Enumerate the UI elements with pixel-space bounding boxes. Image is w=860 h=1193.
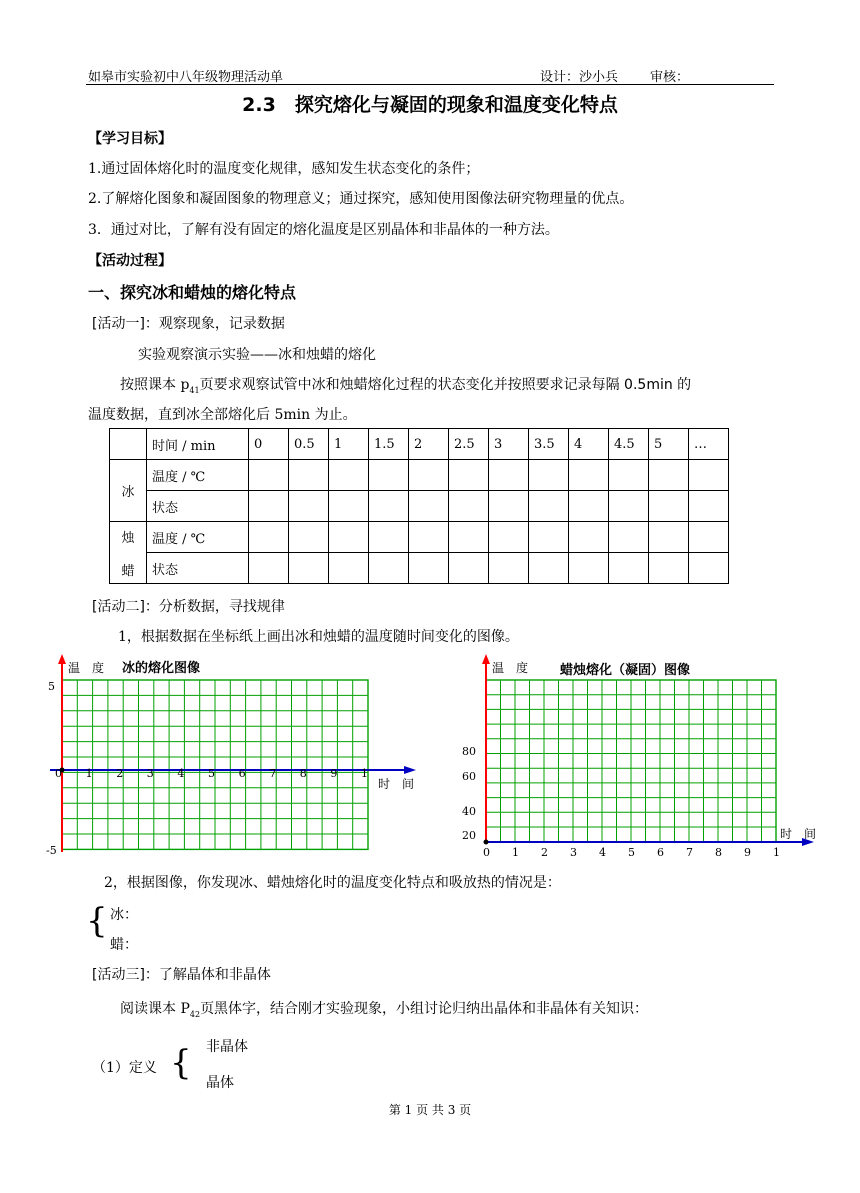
table-row [110,491,729,522]
table-cell[interactable] [569,491,609,522]
table-cell[interactable] [449,491,489,522]
table-cell[interactable] [609,460,649,491]
ice-xtick: 8 [299,767,307,780]
header-school: 如皋市实验初中八年级物理活动单 [88,70,284,85]
table-cell[interactable] [249,553,289,584]
wax-chart-grid [486,680,776,842]
state-label: 状态 [147,553,249,584]
instr-part-a: 按照课本 p [120,377,190,393]
wax-melting-chart [460,652,830,857]
page-title: 2.3 探究熔化与凝固的现象和温度变化特点 [242,94,618,116]
wax-ytick-20: 20 [462,829,476,842]
wax-xtick: 0 [483,846,490,857]
ice-label: 冰 [110,460,147,522]
ice-x-ticks [55,767,368,780]
wax-label-2: 蜡 [121,563,135,579]
table-row [110,429,729,460]
wax-label-1: 烛 [121,530,135,546]
table-row [110,460,729,491]
page-footer: 第 1 页 共 3 页 [388,1103,472,1117]
instr-part-g: ，直到冰全部熔化后 5min 为止。 [144,407,357,423]
process-heading: 【活动过程】 [88,253,172,269]
time-cell: 2 [409,429,449,460]
goal-item-3: 3．通过对比，了解有没有固定的熔化温度是区别晶体和非晶体的一种方法。 [88,222,559,238]
table-cell[interactable] [369,553,409,584]
read-page-sub: 42 [189,1009,201,1019]
time-cell: 5 [649,429,689,460]
instr-temp-data: 温度数据 [88,407,144,423]
table-cell[interactable] [529,522,569,553]
ice-xtick: 1 [85,767,93,780]
table-cell[interactable] [529,553,569,584]
instr-observe: 观察试管中冰和烛蜡熔化过程的状态变化 [241,377,494,393]
ice-ytick-neg5: -5 [46,844,57,857]
time-cell: 2.5 [449,429,489,460]
activity2-step1: 1，根据数据在坐标纸上画出冰和烛蜡的温度随时间变化的图像。 [118,629,519,645]
table-cell[interactable] [329,460,369,491]
time-cell: 3.5 [529,429,569,460]
table-cell[interactable] [369,460,409,491]
ice-xlabel: 时 间 [378,777,415,791]
goal-item-1: 1.通过固体熔化时的温度变化规律，感知发生状态变化的条件； [88,161,480,177]
table-cell[interactable] [569,553,609,584]
instr-part-d: 并按照要求 [493,377,564,393]
table-cell[interactable] [569,522,609,553]
table-cell[interactable] [329,553,369,584]
table-cell[interactable] [609,491,649,522]
state-label: 状态 [147,491,249,522]
ice-xtick: 3 [146,767,154,780]
table-cell[interactable] [409,553,449,584]
ice-xtick: 7 [269,767,277,780]
activity2-step2: 2，根据图像，你发现冰、蜡烛熔化时的温度变化特点和吸放热的情况是： [104,875,561,891]
ice-melting-chart [44,652,434,857]
table-cell[interactable] [289,491,329,522]
ice-ytick-5: 5 [48,680,55,693]
table-cell[interactable] [489,491,529,522]
table-cell[interactable] [409,491,449,522]
activity2-heading: [活动二]：分析数据，寻找规律 [92,599,285,615]
goal-item-2: 2.了解熔化图象和凝固图象的物理意义；通过探究，感知使用图像法研究物理量的优点。 [88,191,634,207]
amorphous-label: 非晶体 [206,1039,248,1055]
table-row [110,553,729,584]
table-cell[interactable] [649,460,689,491]
table-cell[interactable] [649,553,689,584]
table-cell[interactable] [369,522,409,553]
instruction-line-1 [120,374,691,395]
table-cell[interactable] [489,553,529,584]
crystal-label: 晶体 [206,1075,234,1091]
table-cell[interactable] [569,460,609,491]
table-cell[interactable] [649,522,689,553]
wax-xtick: 8 [715,846,722,857]
ice-xtick: 2 [116,767,124,780]
ice-chart-title: 冰的熔化图像 [122,661,201,676]
time-cell: 0 [249,429,289,460]
table-cell[interactable] [489,460,529,491]
table-cell[interactable] [449,522,489,553]
table-cell[interactable] [689,460,729,491]
table-cell[interactable] [689,522,729,553]
instr-record: 记录每隔 0.5min 的 [563,377,692,393]
ice-xtick: 9 [330,767,338,780]
instr-page-sub: 41 [189,385,200,395]
activity3-reading [120,998,648,1019]
wax-xtick: 2 [541,846,548,857]
activity1-heading: [活动一]：观察现象，记录数据 [92,316,285,332]
temp-label: 温度 / ℃ [147,522,249,553]
wax-origin-dot [484,840,489,845]
ice-xtick: 5 [208,767,215,780]
wax-xtick: 9 [744,846,751,857]
header-reviewer: 审核： [650,70,690,85]
ice-xtick: 4 [177,767,185,780]
ice-xtick: 0 [55,767,62,780]
table-cell[interactable] [289,553,329,584]
read-part-b: 页黑体字，结合刚才实验现象，小组讨论归纳出晶体和非晶体有关知识： [200,1001,649,1017]
table-cell[interactable] [249,460,289,491]
wax-answer: 蜡： [110,937,138,953]
experiment-text: 观察演示实验——冰和烛蜡的熔化 [166,347,376,363]
table-cell[interactable] [449,553,489,584]
definition-label: （1）定义 [92,1060,157,1076]
time-cell: 1.5 [369,429,409,460]
ice-x-arrow-icon [404,766,416,774]
time-cell: 0.5 [289,429,329,460]
table-cell[interactable] [449,460,489,491]
table-cell[interactable] [649,491,689,522]
ice-answer: 冰： [110,907,138,923]
table-cell[interactable] [609,553,649,584]
table-cell[interactable] [409,460,449,491]
table-cell[interactable] [529,460,569,491]
time-cell: 1 [329,429,369,460]
wax-x-ticks [483,846,780,857]
table-cell[interactable] [249,491,289,522]
header-designer: 设计：沙小兵 [540,70,619,85]
section-heading-1: 一、探究冰和蜡烛的熔化特点 [88,283,297,302]
time-cell: 3 [489,429,529,460]
wax-ytick-80: 80 [462,745,476,758]
table-cell[interactable] [689,553,729,584]
table-cell[interactable] [289,460,329,491]
table-cell[interactable] [689,491,729,522]
wax-ytick-60: 60 [462,770,476,783]
brace-icon: { [86,901,108,941]
header-rule [86,84,774,85]
wax-xtick: 4 [599,846,606,857]
wax-ylabel: 温 度 [492,661,529,675]
table-cell[interactable] [409,522,449,553]
table-cell[interactable] [329,522,369,553]
wax-xlabel: 时 间 [780,827,817,841]
brace-icon: { [170,1043,192,1083]
time-label: 时间 / min [147,429,249,460]
table-cell [110,429,147,460]
table-cell[interactable] [329,491,369,522]
table-row [110,522,729,553]
table-cell[interactable] [369,491,409,522]
wax-label [110,522,147,584]
instruction-line-2 [88,404,357,424]
experiment-line [138,344,376,364]
wax-xtick: 1 [512,846,519,857]
wax-chart-title: 蜡烛熔化（凝固）图像 [560,663,691,678]
table-cell[interactable] [249,522,289,553]
activity3-heading: [活动三]：了解晶体和非晶体 [92,967,271,983]
ice-y-arrow-icon [58,654,66,664]
wax-xtick: 1 [773,846,780,857]
table-cell[interactable] [289,522,329,553]
instr-part-b: 页要求 [199,377,242,393]
wax-ytick-40: 40 [462,805,476,818]
table-cell[interactable] [489,522,529,553]
table-cell[interactable] [529,491,569,522]
time-cell: 4 [569,429,609,460]
data-table [109,428,729,584]
table-cell[interactable] [609,522,649,553]
goals-heading: 【学习目标】 [88,131,172,147]
wax-xtick: 5 [628,846,635,857]
ice-xtick: 1 [361,767,368,780]
time-cell: … [689,429,729,460]
time-cell: 4.5 [609,429,649,460]
ice-ylabel: 温 度 [68,661,105,675]
temp-label: 温度 / ℃ [147,460,249,491]
wax-xtick: 7 [686,846,693,857]
ice-chart-grid [62,680,368,849]
wax-y-arrow-icon [482,654,490,664]
wax-xtick: 3 [570,846,577,857]
ice-xtick: 6 [238,767,246,780]
experiment-label: 实验 [138,347,166,363]
read-part-a: 阅读课本 P [120,1001,190,1017]
wax-xtick: 6 [657,846,664,857]
